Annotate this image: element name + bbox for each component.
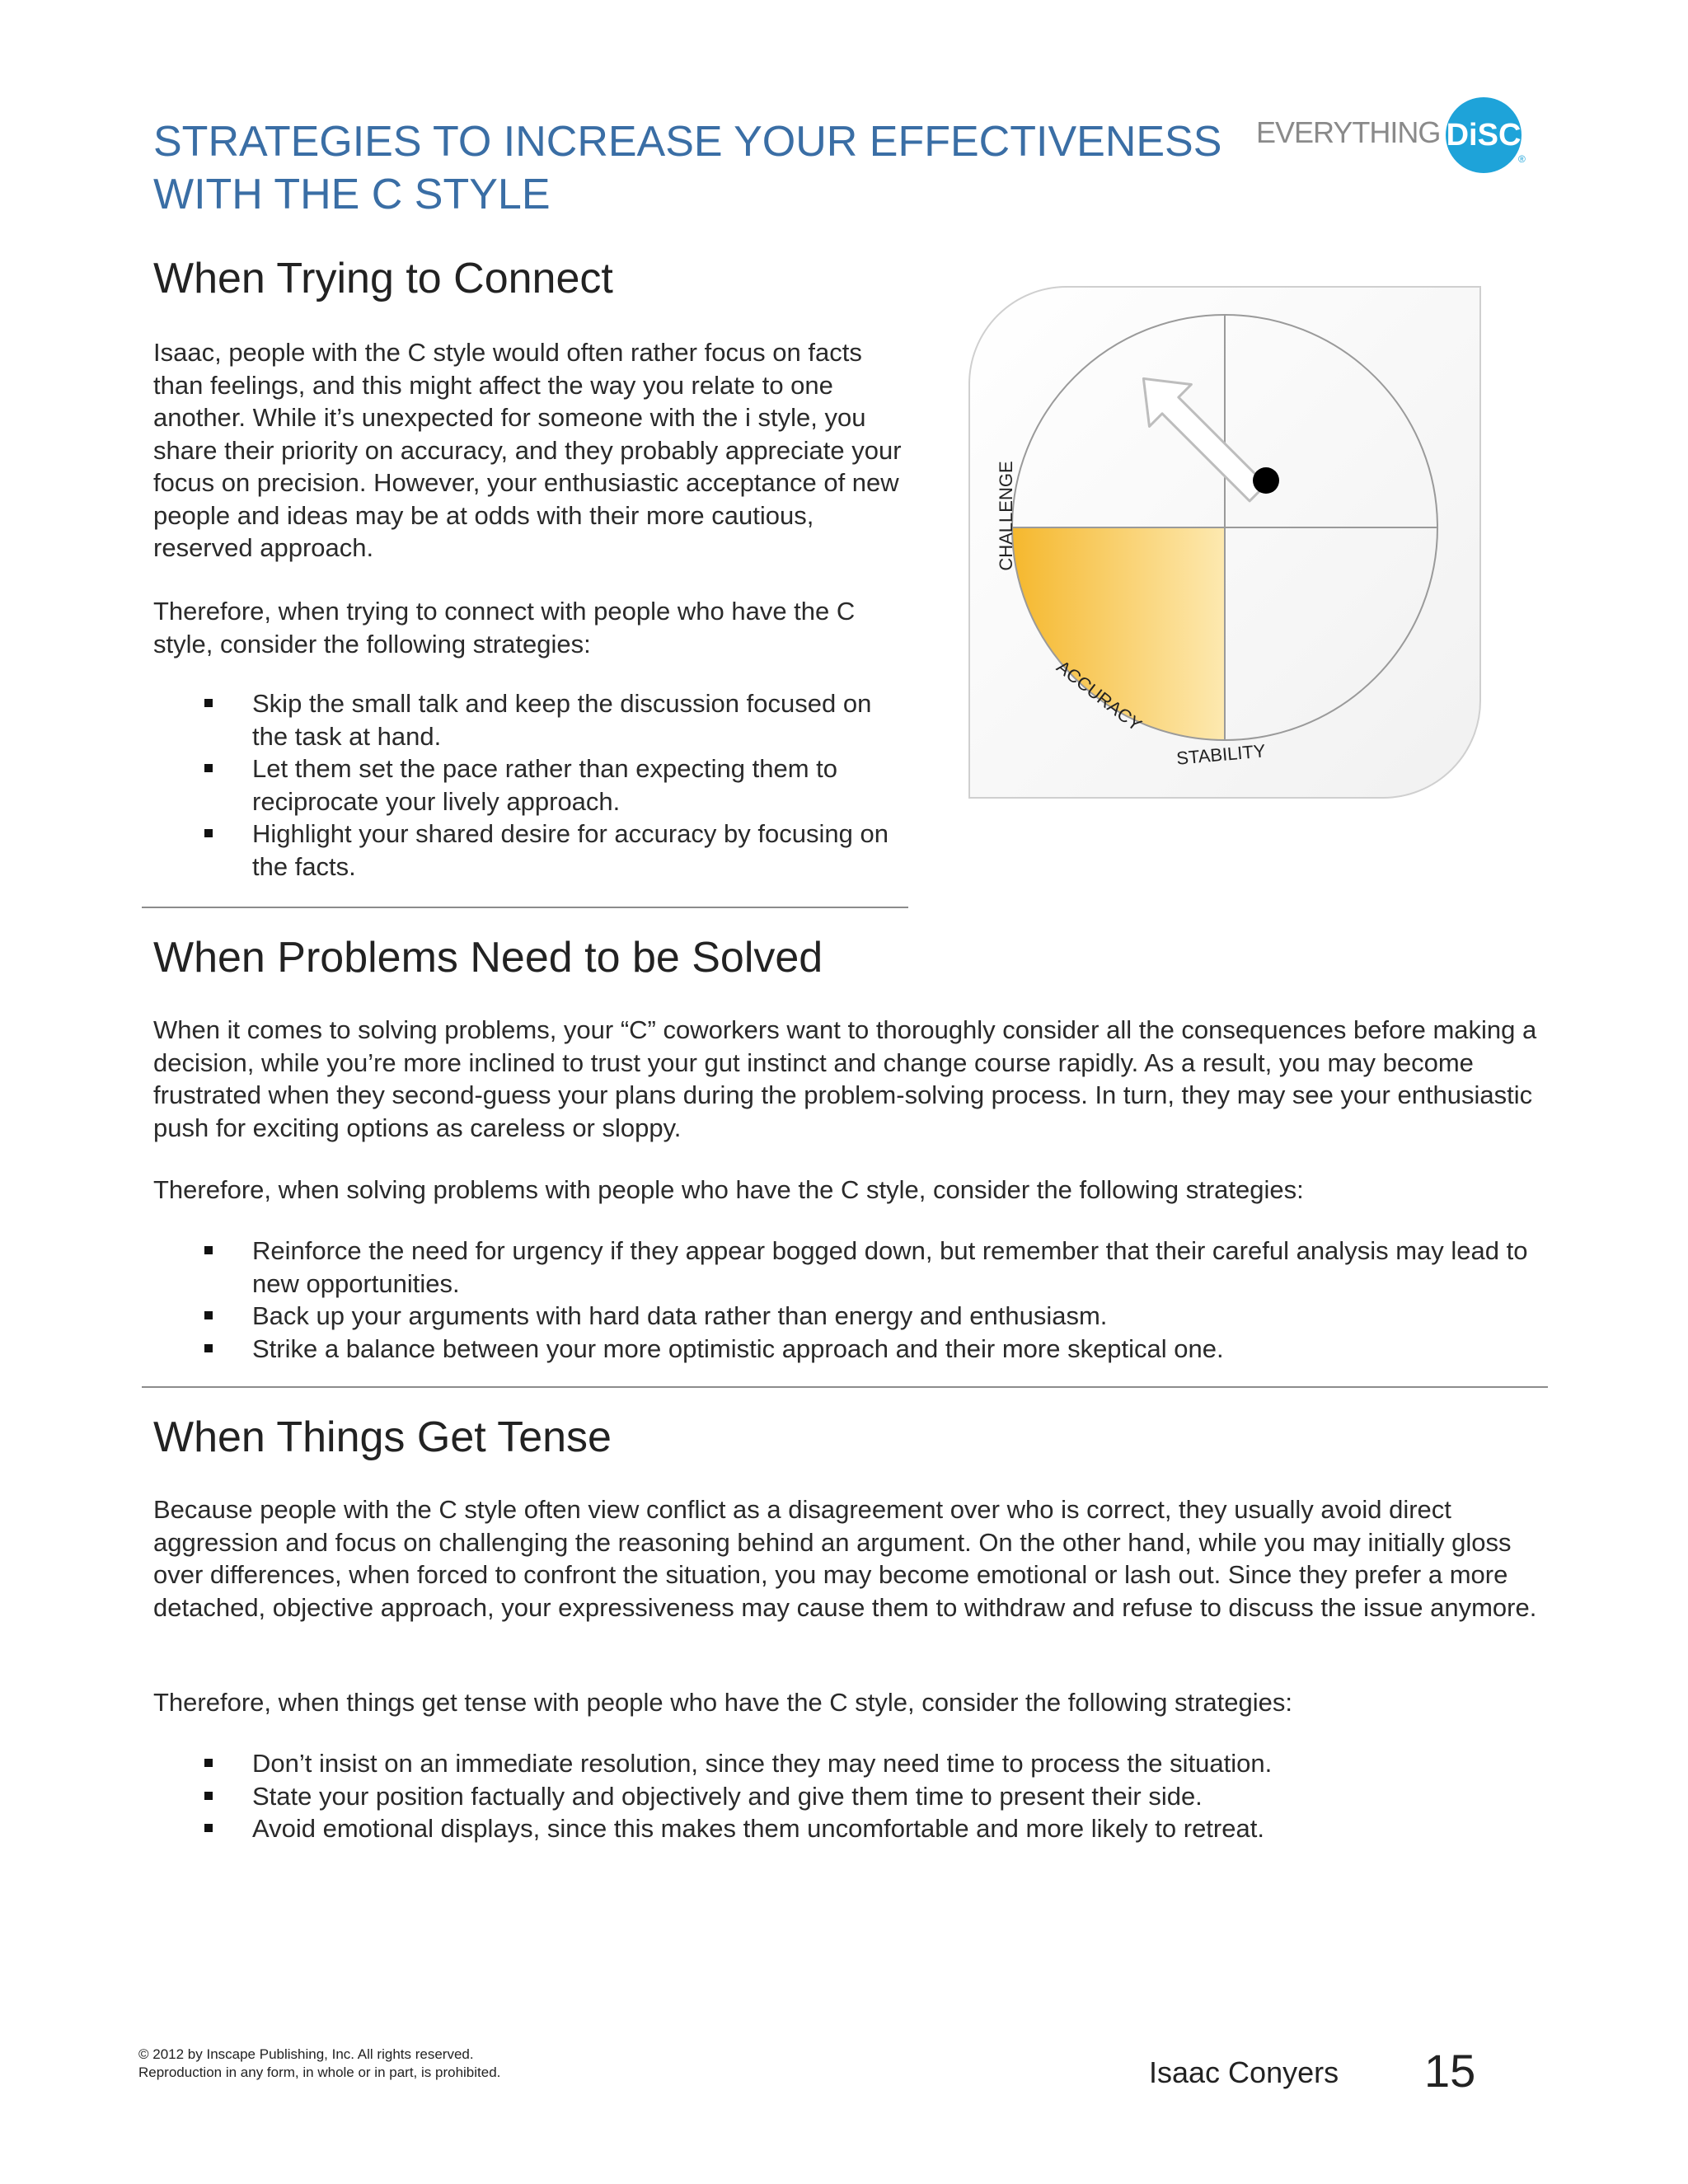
tense-intro: Therefore, when things get tense with people who have the C style, consider the following strategies:: [153, 1688, 1293, 1717]
list-item: Skip the small talk and keep the discussion focused on the task at hand.: [153, 687, 903, 752]
logo-registered-mark: ®: [1518, 153, 1526, 165]
page-title-line2: WITH THE C STYLE: [153, 171, 551, 218]
tense-paragraph: Because people with the C style often view conflict as a disagreement over who is correct, they usually avoid direct aggression and focus on challenging the reasoning behind an argument. On the other hand, while you may initially gloss over differences, when forced to confront the situation, you may become emotional or lash out. Since they prefer a more detached, objective approach, your expressiveness may cause them to withdraw and refuse to discuss the issue anymore.: [153, 1495, 1537, 1622]
list-item: Strike a balance between your more optimistic approach and their more skeptical one.: [153, 1333, 1538, 1366]
disc-map-diagram: [961, 279, 1489, 806]
list-item: Reinforce the need for urgency if they appear bogged down, but remember that their careful analysis may lead to new opportunities.: [153, 1235, 1538, 1300]
problems-heading: When Problems Need to be Solved: [153, 934, 823, 982]
footer-name: Isaac Conyers: [1149, 2055, 1339, 2089]
page-number: 15: [1424, 2045, 1476, 2097]
connect-intro: Therefore, when trying to connect with people who have the C style, consider the following strategies:: [153, 597, 856, 658]
tense-heading: When Things Get Tense: [153, 1413, 612, 1461]
position-dot: [1253, 467, 1279, 494]
list-item: Back up your arguments with hard data rather than energy and enthusiasm.: [153, 1300, 1538, 1333]
list-item: Highlight your shared desire for accuracy by focusing on the facts.: [153, 818, 903, 883]
copyright-line2: Reproduction in any form, in whole or in part, is prohibited.: [138, 2064, 501, 2080]
problems-intro: Therefore, when solving problems with people who have the C style, consider the following strategies:: [153, 1175, 1304, 1204]
section-divider: [142, 907, 908, 908]
everything-disc-logo: [1256, 97, 1528, 173]
connect-heading: When Trying to Connect: [153, 255, 613, 302]
problems-strategies-list: [153, 1235, 1538, 1365]
problems-paragraph: When it comes to solving problems, your “C” coworkers want to thoroughly consider all the consequences before making a decision, while you’re more inclined to trust your gut instinct and change course rapidly. As a result, you may become frustrated when they second-guess your plans during the problem-solving process. In turn, they may see your enthusiastic push for exciting options as careless or sloppy.: [153, 1015, 1537, 1142]
section-divider: [142, 1386, 1548, 1388]
list-item: Don’t insist on an immediate resolution, since they may need time to process the situation.: [153, 1747, 1538, 1780]
list-item: State your position factually and objectively and give them time to present their side.: [153, 1780, 1538, 1813]
connect-strategies-list: [153, 687, 903, 883]
tense-strategies-list: [153, 1747, 1538, 1845]
copyright-notice: [138, 2046, 500, 2082]
page-title: [153, 115, 1225, 221]
list-item: Let them set the pace rather than expecting them to reciprocate your lively approach.: [153, 752, 903, 818]
accuracy-label: ACCURACY: [1053, 656, 1146, 735]
challenge-label: CHALLENGE: [996, 461, 1016, 571]
logo-badge: [1446, 97, 1522, 173]
connect-paragraph: Isaac, people with the C style would often rather focus on facts than feelings, and this might affect the way you relate to one another. While it’s unexpected for someone with the i style, you share their priority on accuracy, and they probably appreciate your focus on precision. However, your enthusiastic acceptance of new people and ideas may be at odds with their more cautious, reserved approach.: [153, 338, 902, 562]
stability-label: STABILITY: [1175, 740, 1267, 769]
list-item: Avoid emotional displays, since this makes them uncomfortable and more likely to retreat.: [153, 1812, 1538, 1845]
logo-badge-text: DiSC: [1446, 117, 1522, 152]
copyright-line1: © 2012 by Inscape Publishing, Inc. All rights reserved.: [138, 2046, 474, 2062]
page-title-line1: STRATEGIES TO INCREASE YOUR EFFECTIVENESS: [153, 118, 1222, 166]
logo-text: EVERYTHING: [1256, 115, 1441, 149]
